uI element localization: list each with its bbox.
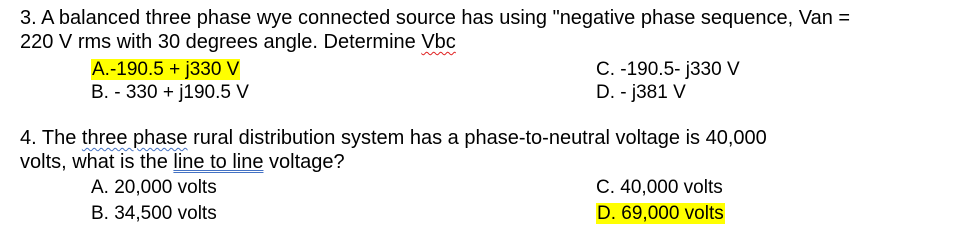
q3-option-d: D. - j381 V <box>596 82 686 103</box>
q4-line-2-end: voltage? <box>263 151 345 173</box>
q3-text-line-2 <box>20 31 456 53</box>
q4-line-2-start: volts, what is the <box>20 151 174 173</box>
q4-text-line-2 <box>20 151 345 173</box>
q4-line-1-start: 4. The <box>20 127 82 149</box>
q4-grammar-flag-line-to-line: line to line <box>173 151 264 173</box>
q4-option-a: A. 20,000 volts <box>91 177 217 198</box>
q3-text-line-2-start: 220 V rms with 30 degrees angle. Determine <box>20 31 422 53</box>
q4-option-d <box>596 203 725 225</box>
q3-option-a-highlighted: A.-190.5 + j330 V <box>92 59 240 80</box>
q4-text-line-1 <box>20 127 767 149</box>
q4-option-d-highlighted: D. 69,000 volts <box>597 203 724 224</box>
q4-grammar-flag-three-phase: three phase <box>81 127 188 149</box>
q4-option-c: C. 40,000 volts <box>596 177 723 198</box>
q4-line-1-end: rural distribution system has a phase-to-neutral voltage is 40,000 <box>187 127 767 149</box>
q3-option-a <box>91 59 240 81</box>
q3-spell-flagged-word: Vbc <box>421 31 456 53</box>
q3-option-c: C. -190.5- j330 V <box>596 59 740 80</box>
q3-option-b: B. - 330 + j190.5 V <box>91 82 249 103</box>
q4-option-b: B. 34,500 volts <box>91 203 217 224</box>
q3-text-line-1: 3. A balanced three phase wye connected source has using "negative phase sequence, Van = <box>20 7 851 29</box>
